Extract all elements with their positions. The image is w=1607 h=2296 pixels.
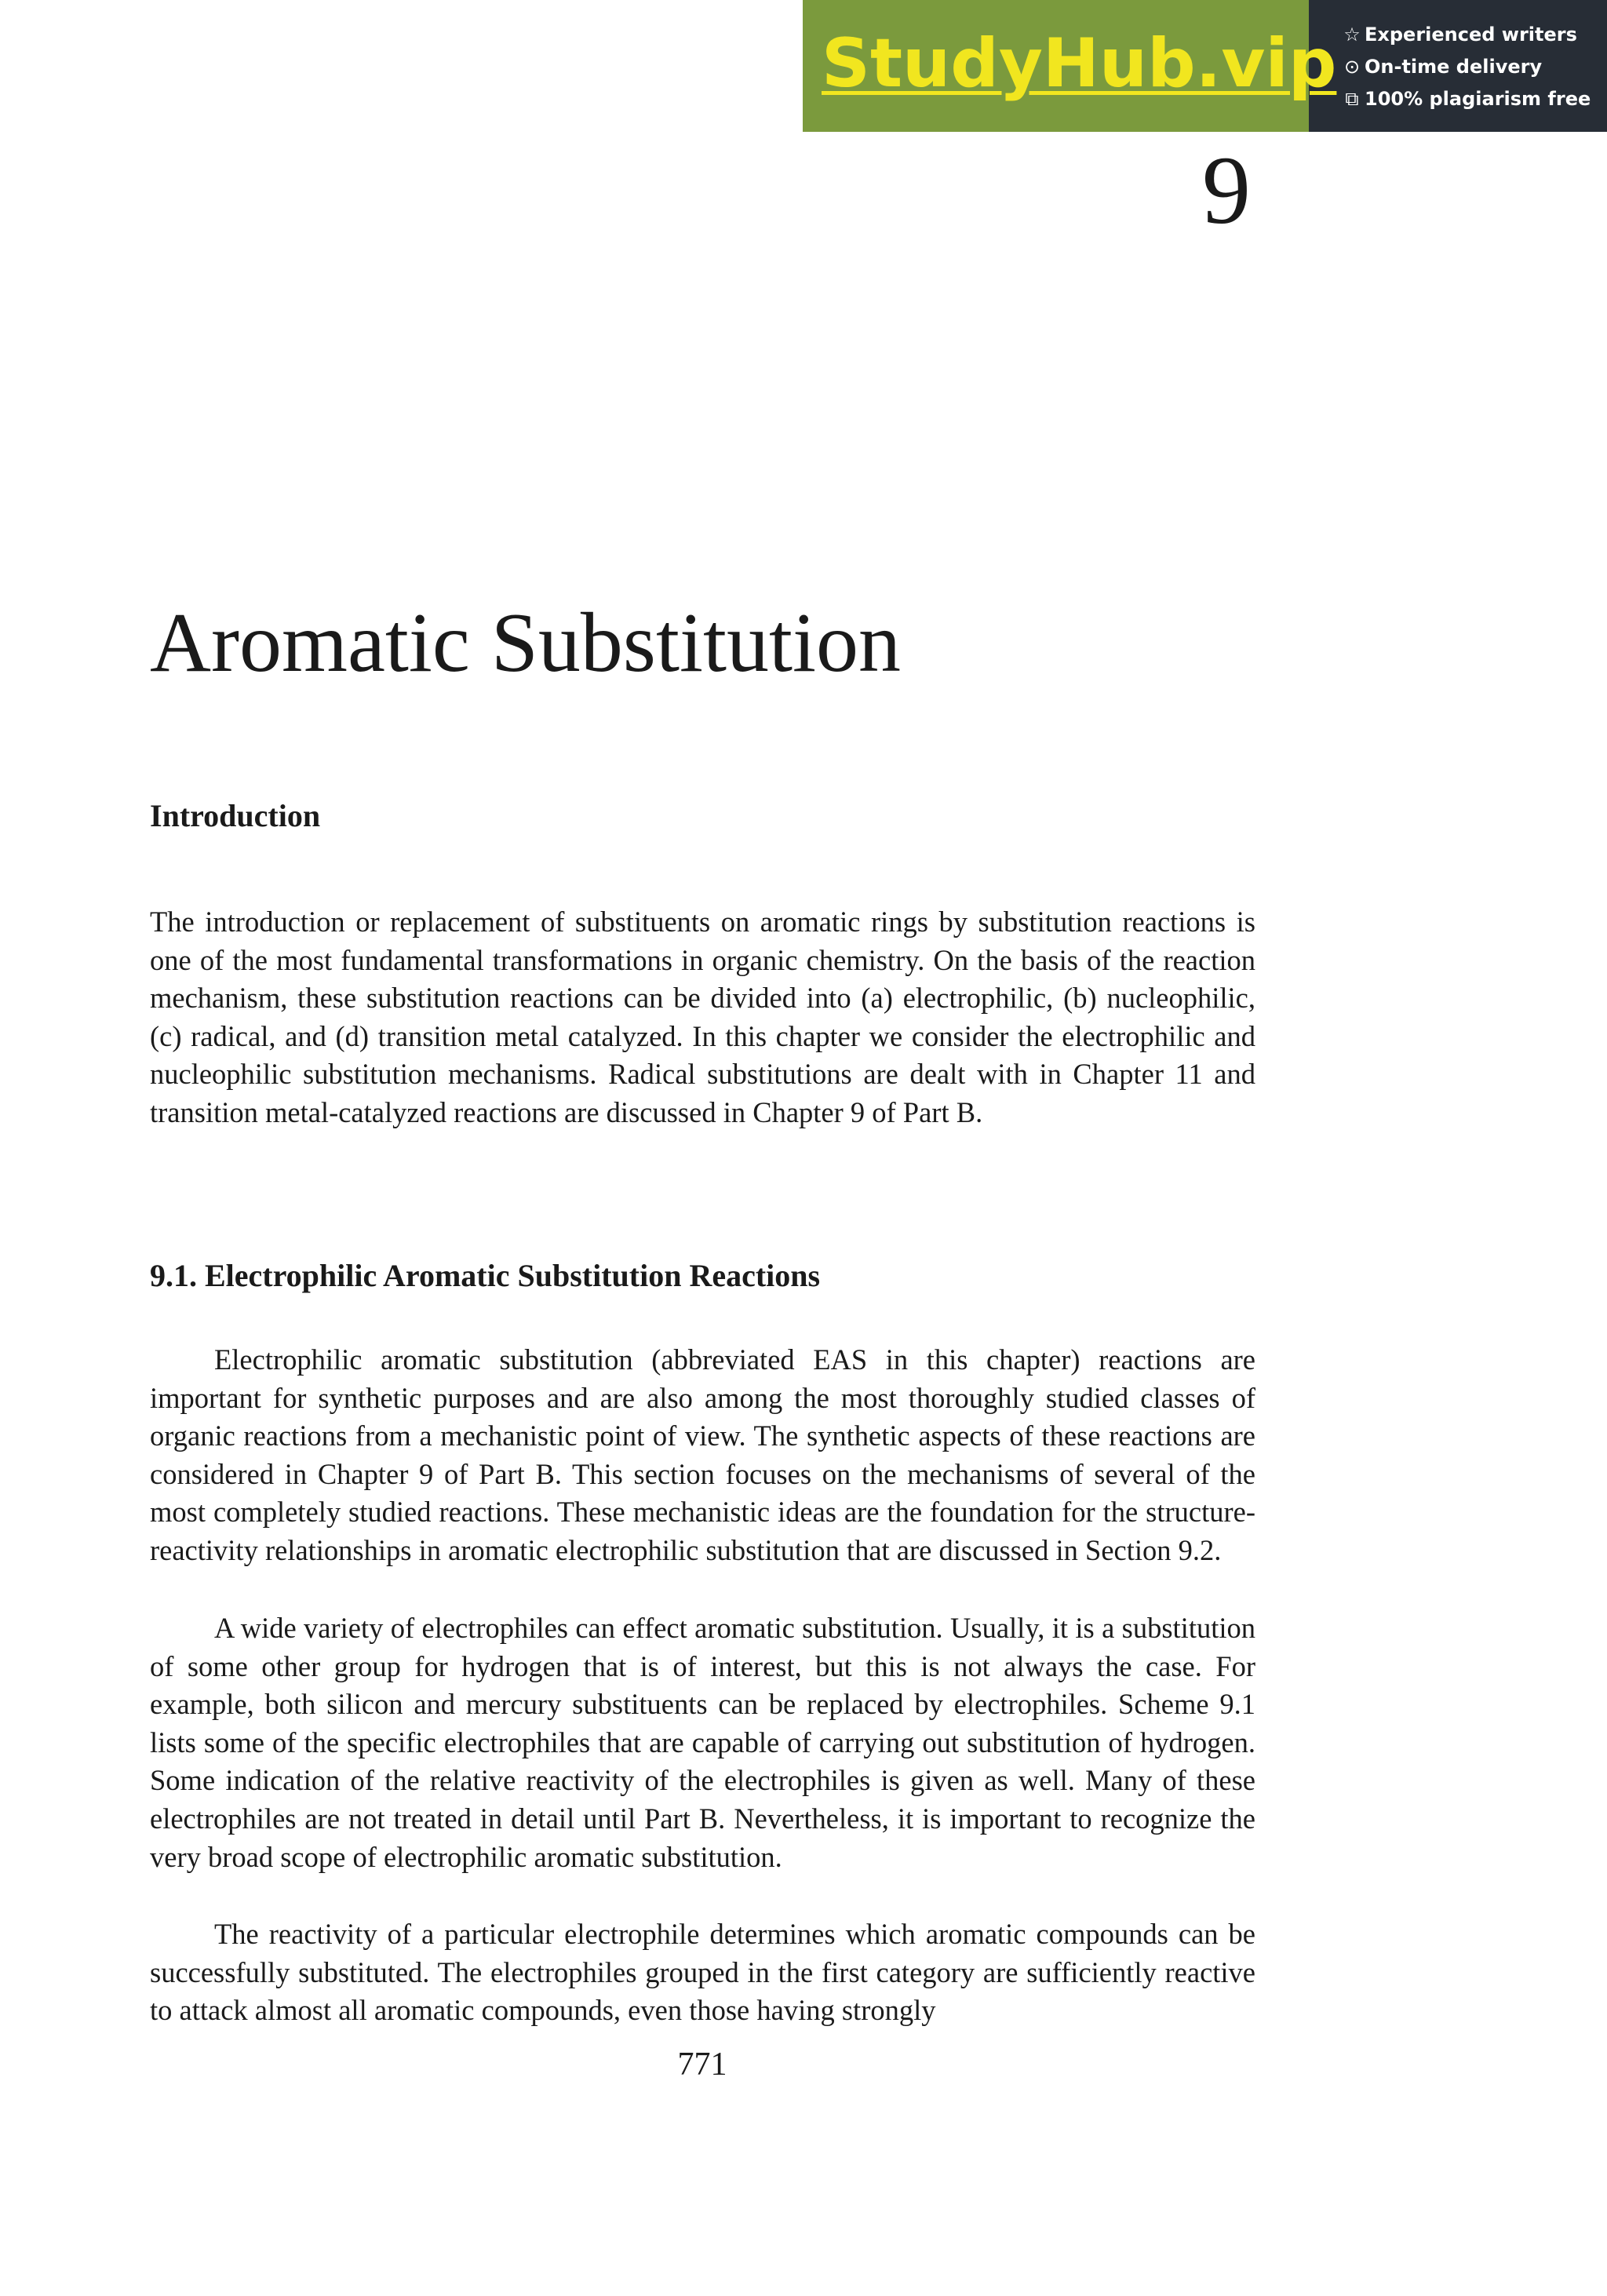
page-number: 771 (677, 2046, 727, 2083)
star-icon: ☆ (1343, 24, 1361, 46)
feature-list (1343, 19, 1591, 115)
feature-label: On-time delivery (1365, 56, 1543, 78)
section-heading-9-1: 9.1. Electrophilic Aromatic Substitution Reactions (150, 1258, 821, 1293)
paragraph-introduction: The introduction or replacement of substituents on aromatic rings by substitution reactions is one of the most fundamental transformations in organic chemistry. On the basis of the reaction mechanism, these substitution reactions can be divided into (a) electrophilic, (b) nucleophilic, (c) radical, and (d) transition metal catalyzed. In this chapter we consider the electrophilic and nucleophilic substitution mechanisms. Radical substitutions are dealt with in Chapter 11 and transition metal-catalyzed reactions are discussed in Chapter 9 of Part B. (150, 906, 1255, 1128)
section-heading-introduction: Introduction (150, 798, 321, 833)
brand-logo[interactable]: StudyHub.vip (822, 24, 1337, 103)
paragraph: A wide variety of electrophiles can effect aromatic substitution. Usually, it is a substitution of some other group for hydrogen that is of interest, but this is not always the case. For example, both silicon and mercury substituents can be replaced by electrophiles. Scheme 9.1 lists some of the specific electrophiles that are capable of carrying out substitution of hydrogen. Some indication of the relative reactivity of the electrophiles is given as well. Many of these electrophiles are not treated in detail until Part B. Nevertheless, it is important to recognize the very broad scope of electrophilic aromatic substitution. (150, 1612, 1255, 1873)
copy-icon: ⧉ (1345, 88, 1359, 110)
feature-item (1343, 83, 1591, 115)
ad-banner[interactable] (803, 0, 1607, 132)
chapter-title: Aromatic Substitution (150, 596, 901, 690)
feature-item (1343, 19, 1591, 51)
clock-icon: ⊙ (1343, 56, 1361, 78)
chapter-number: 9 (1202, 137, 1251, 244)
feature-label: 100% plagiarism free (1365, 88, 1591, 110)
feature-item (1343, 51, 1591, 83)
paragraph: Electrophilic aromatic substitution (abbreviated EAS in this chapter) reactions are important for synthetic purposes and are also among the most thoroughly studied classes of organic reactions from a mechanistic point of view. The synthetic aspects of these reactions are considered in Chapter 9 of Part B. This section focuses on the mechanisms of several of the most completely studied reactions. These mechanistic ideas are the foundation for the structure-reactivity relationships in aromatic electrophilic substitution that are discussed in Section 9.2. (150, 1343, 1255, 1566)
feature-label: Experienced writers (1365, 24, 1577, 46)
paragraph: The reactivity of a particular electrophile determines which aromatic compounds can be successfully substituted. The electrophiles grouped in the first category are sufficiently reactive to attack almost all aromatic compounds, even those having strongly (150, 1918, 1255, 2027)
